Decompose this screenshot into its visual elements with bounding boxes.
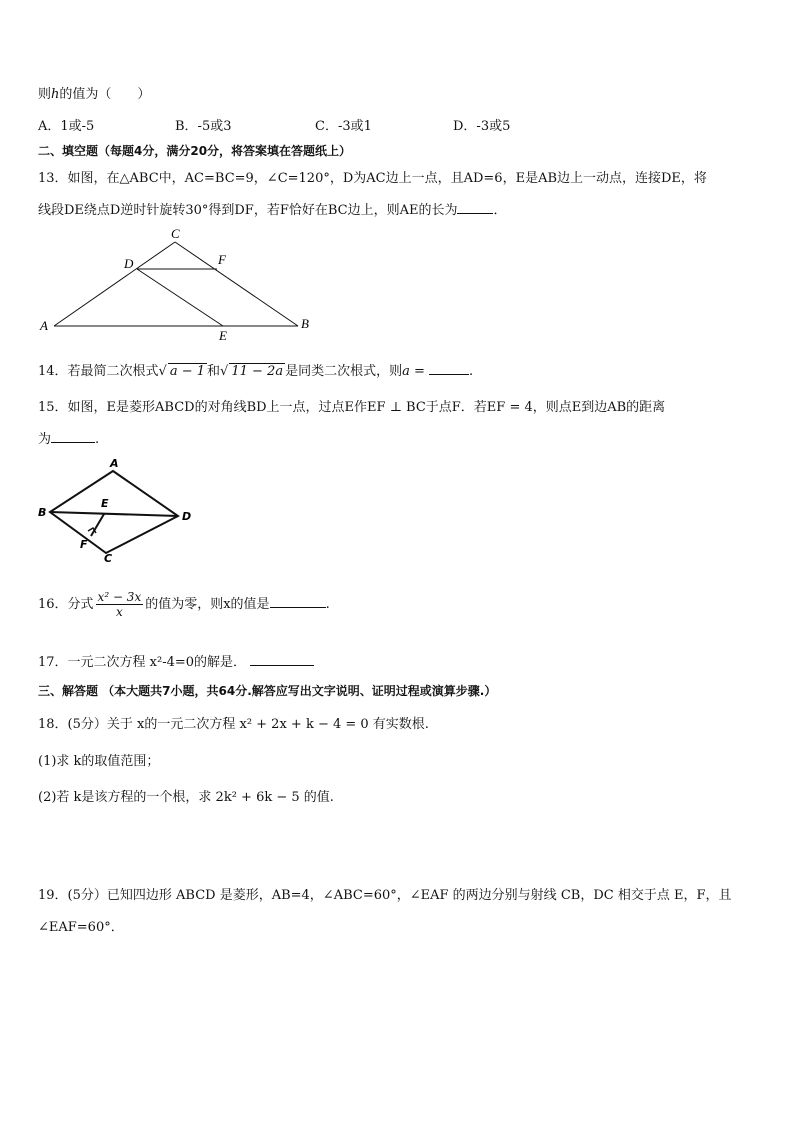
q16-answer-blank — [270, 595, 326, 608]
segment-de — [137, 269, 223, 326]
q12-option-d: D．-3或5 — [453, 119, 511, 134]
q14-radical-1: a − 1 — [169, 364, 206, 379]
label-f: F — [80, 538, 88, 551]
q16-fraction: $\frac{\text{x² − 3x}}{x}$ — [97, 590, 142, 619]
q14-answer-blank — [429, 362, 469, 375]
q13-line1: 13．如图，在△ABC中，AC=BC=9，∠C=120°，D为AC边上一点，且AD=6，E是AB边上一动点，连接DE，将 — [38, 171, 707, 186]
q19-line2: ∠EAF=60°． — [38, 920, 124, 935]
label-e: E — [219, 328, 227, 343]
label-b: B — [38, 506, 47, 519]
label-a: A — [110, 457, 119, 470]
q13-figure — [36, 224, 326, 344]
segment-ef — [91, 514, 104, 536]
section3-title: 三、解答题 （本大题共7小题，共64分.解答应写出文字说明、证明过程或演算步骤.） — [38, 684, 497, 698]
q13-answer-blank — [457, 201, 493, 214]
section2-title: 二、填空题（每题4分，满分20分，将答案填在答题纸上） — [38, 144, 352, 158]
q15-figure — [36, 456, 200, 568]
label-b: B — [301, 316, 309, 331]
q13-line2: 线段DE绕点D逆时针旋转30°得到DF，若F恰好在BC边上，则AE的长为 ． — [38, 203, 507, 218]
q14: 14．若最简二次根式√ a − 1 和√ 11 − 2a 是同类二次根式，则a = . — [38, 364, 474, 379]
label-f: F — [218, 252, 226, 267]
q16: 16．分式 $\frac{\text{x² − 3x}}{x}$ 的值为零，则x的值是 . — [38, 590, 330, 619]
q12-options — [38, 115, 738, 133]
diagonal-bd — [50, 512, 178, 516]
q17-answer-blank — [250, 653, 314, 666]
q15-line1: 15．如图，E是菱形ABCD的对角线BD上一点，过点E作EF ⊥ BC于点F．若EF = 4，则点E到边AB的距离 — [38, 400, 666, 415]
q19-line1: 19．(5分）已知四边形 ABCD 是菱形，AB=4，∠ABC=60°，∠EAF 的两边分别与射线 CB，DC 相交于点 E，F，且 — [38, 888, 732, 903]
q18-part1: (1)求 k的取值范围； — [38, 754, 160, 769]
q12-stem: 则h的值为（ ） — [38, 87, 151, 102]
label-e: E — [101, 497, 109, 510]
segment-ac — [54, 242, 175, 326]
q12-option-a: A．1或-5 — [38, 119, 95, 134]
q15-answer-blank — [51, 430, 95, 443]
q17: 17．一元二次方程 x²-4=0的解是． — [38, 651, 314, 670]
label-d: D — [124, 256, 134, 271]
segment-cb — [175, 242, 298, 326]
label-d: D — [182, 510, 192, 523]
q12-option-c: C．-3或1 — [315, 119, 372, 134]
q15-line2: 为 . — [38, 432, 100, 447]
q12-option-b: B．-5或3 — [175, 119, 232, 134]
q18-stem: 18．(5分）关于 x的一元二次方程 x² + 2x + k − 4 = 0 有实数根. — [38, 717, 429, 732]
label-a: A — [40, 318, 48, 333]
label-c: C — [171, 226, 180, 241]
label-c: C — [104, 552, 113, 565]
q14-radical-2: 11 − 2a — [231, 364, 284, 379]
q18-part2: (2)若 k是该方程的一个根，求 2k² + 6k − 5 的值. — [38, 790, 334, 805]
